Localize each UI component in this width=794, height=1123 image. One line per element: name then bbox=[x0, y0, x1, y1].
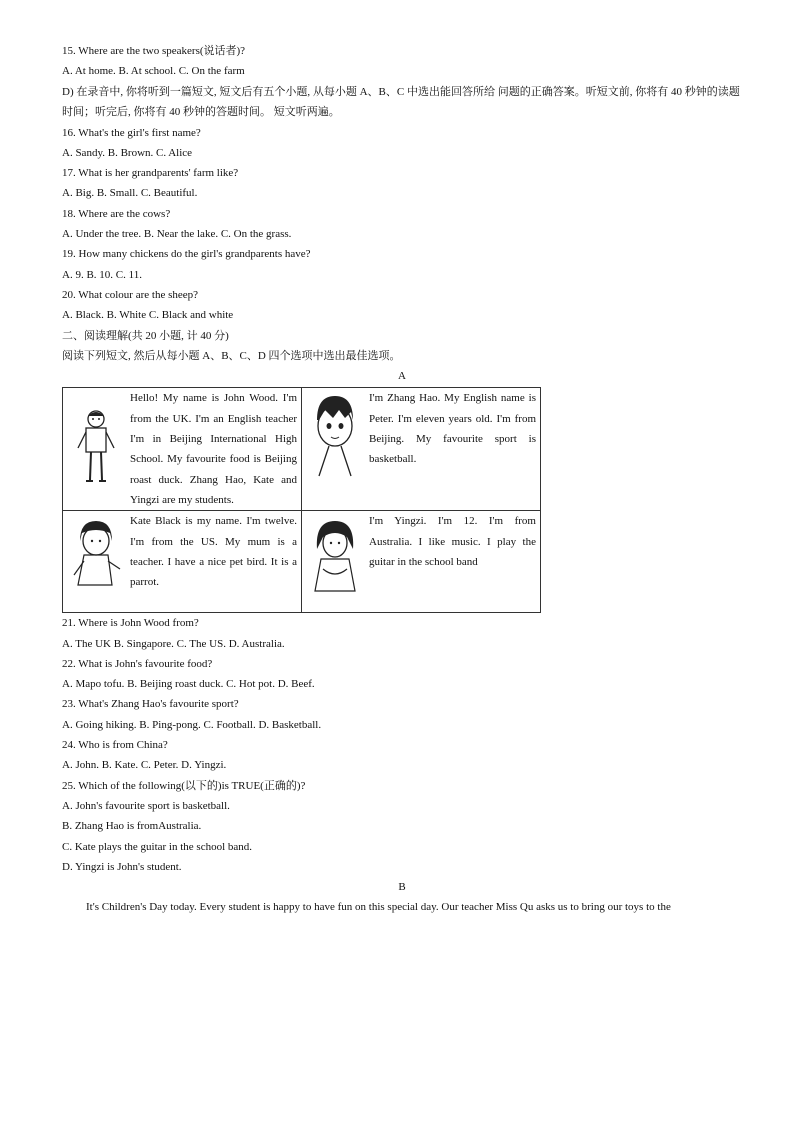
listening-instructions-d: D) 在录音中, 你将听到一篇短文, 短文后有五个小题, 从每小题 A、B、C 中选出能回答所给 问题的正确答案。听短文前, 你将有 40 秒钟的读题时间；听完后, 你将有 40 秒钟的答题时间。 短文听两遍。 bbox=[62, 85, 740, 119]
question-21: 21. Where is John Wood from? bbox=[62, 617, 199, 630]
section-label-a: A bbox=[398, 370, 406, 383]
question-23: 23. What's Zhang Hao's favourite sport? bbox=[62, 698, 239, 711]
options-21: A. The UK B. Singapore. C. The US. D. Australia. bbox=[62, 637, 285, 650]
question-15: 15. Where are the two speakers(说话者)? bbox=[62, 45, 246, 57]
section-heading-reading: 二、阅读理解(共 20 小题, 计 40 分) bbox=[62, 329, 229, 342]
options-22: A. Mapo tofu. B. Beijing roast duck. C. Hot pot. D. Beef. bbox=[62, 678, 315, 691]
options-23: A. Going hiking. B. Ping-pong. C. Football. D. Basketball. bbox=[62, 718, 322, 731]
zhang-hao-text: I'm Zhang Hao. My English name is Peter. I'm eleven years old. I'm from Beijing. My favourite sport is basketball. bbox=[369, 392, 536, 466]
option-25-a: A. John's favourite sport is basketball. bbox=[62, 799, 230, 812]
options-15: A. At home. B. At school. C. On the farm bbox=[62, 65, 245, 78]
options-24: A. John. B. Kate. C. Peter. D. Yingzi. bbox=[62, 759, 227, 772]
yingzi-illustration bbox=[307, 517, 363, 595]
options-20: A. Black. B. White C. Black and white bbox=[62, 309, 234, 322]
card-zhang-hao bbox=[302, 388, 541, 511]
kate-black-illustration bbox=[68, 517, 124, 589]
reading-instructions: 阅读下列短文, 然后从每小题 A、B、C、D 四个选项中选出最佳选项。 bbox=[62, 349, 401, 362]
question-19: 19. How many chickens do the girl's grandparents have? bbox=[62, 248, 311, 261]
card-kate-black bbox=[63, 511, 302, 613]
yingzi-text: I'm Yingzi. I'm 12. I'm from Australia. I like music. I play the guitar in the school band bbox=[369, 515, 536, 568]
question-16: 16. What's the girl's first name? bbox=[62, 126, 201, 139]
options-19: A. 9. B. 10. C. 11. bbox=[62, 268, 142, 281]
question-25: 25. Which of the following(以下的)is TRUE(正确的)? bbox=[62, 779, 306, 792]
options-16: A. Sandy. B. Brown. C. Alice bbox=[62, 146, 193, 159]
passage-b-first-line: It's Children's Day today. Every student is happy to have fun on this special day. Our teacher Miss Qu asks us to bring our toys to the bbox=[86, 901, 671, 914]
question-20: 20. What colour are the sheep? bbox=[62, 288, 199, 301]
question-24: 24. Who is from China? bbox=[62, 739, 168, 752]
question-17: 17. What is her grandparents' farm like? bbox=[62, 167, 239, 180]
john-wood-illustration bbox=[68, 408, 124, 488]
section-label-b: B bbox=[398, 881, 406, 894]
kate-black-text: Kate Black is my name. I'm twelve. I'm from the US. My mum is a teacher. I have a nice pet bird. It is a parrot. bbox=[130, 515, 297, 589]
option-25-c: C. Kate plays the guitar in the school band. bbox=[62, 840, 253, 853]
option-25-b: B. Zhang Hao is fromAustralia. bbox=[62, 820, 202, 833]
card-john-wood bbox=[63, 388, 302, 511]
options-18: A. Under the tree. B. Near the lake. C. On the grass. bbox=[62, 228, 292, 241]
john-wood-text: Hello! My name is John Wood. I'm from the UK. I'm an English teacher I'm in Beijing International High School. My favourite food is Beijing roast duck. Zhang Hao, Kate and Yingzi are my students. bbox=[130, 392, 297, 506]
zhang-hao-illustration bbox=[307, 390, 363, 480]
option-25-d: D. Yingzi is John's student. bbox=[62, 860, 182, 873]
question-22: 22. What is John's favourite food? bbox=[62, 657, 213, 670]
student-cards-table bbox=[62, 387, 541, 613]
card-yingzi bbox=[302, 511, 541, 613]
options-17: A. Big. B. Small. C. Beautiful. bbox=[62, 187, 198, 200]
question-18: 18. Where are the cows? bbox=[62, 207, 171, 220]
exam-page bbox=[62, 41, 742, 918]
